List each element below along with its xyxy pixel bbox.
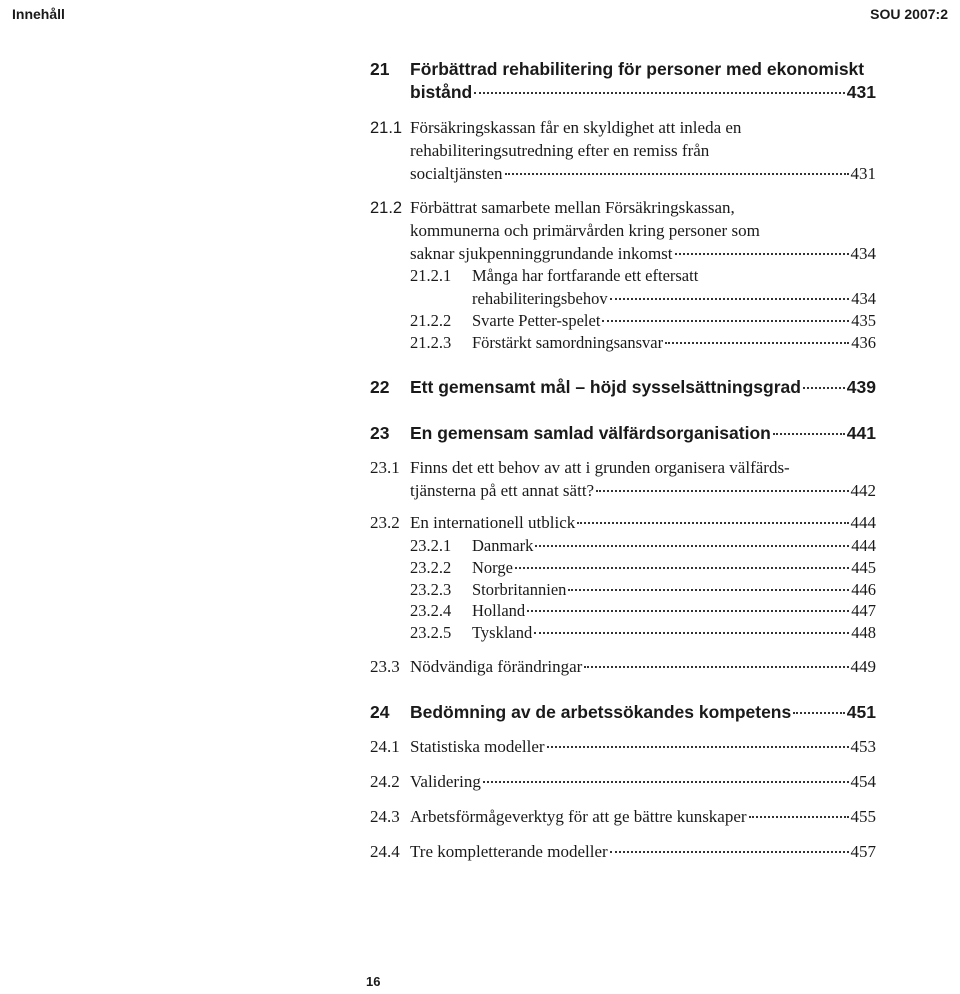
toc-number: 24.3 (370, 807, 400, 826)
toc-number: 23 (370, 423, 390, 443)
toc-number: 23.2 (370, 513, 400, 532)
dot-leader (505, 173, 849, 175)
toc-title: Förstärkt samordningsansvar (472, 333, 664, 352)
dot-leader (665, 342, 849, 344)
toc-title: Förbättrad rehabilitering för personer med ekonomiskt (410, 59, 865, 79)
toc-title: Nödvändiga förändringar (410, 657, 583, 676)
toc-section-23-3[interactable] (370, 655, 876, 678)
toc-number: 23.2.3 (410, 580, 452, 599)
toc-title: Storbritannien (472, 580, 567, 599)
toc-number: 23.2.4 (410, 601, 452, 620)
toc-page: 454 (850, 772, 876, 791)
header-section-title: Innehåll (12, 6, 65, 22)
toc-number: 21.1 (370, 119, 403, 137)
toc-title-cont: tjänsterna på ett annat sätt? (410, 481, 595, 500)
toc-page: 441 (846, 423, 876, 443)
dot-leader (610, 298, 850, 300)
toc-subsection-23-2-4[interactable] (410, 599, 876, 622)
toc-title: Statistiska modeller (410, 737, 545, 756)
toc-page: 453 (850, 737, 876, 756)
toc-title-cont: rehabiliteringsbehov (472, 289, 608, 308)
toc-chapter-23[interactable] (370, 422, 876, 445)
toc-subsection-23-2-5[interactable] (410, 621, 876, 644)
toc-page: 449 (850, 657, 876, 676)
dot-leader (515, 567, 849, 569)
toc-title: Bedömning av de arbetssökandes kompetens (410, 702, 792, 722)
dot-leader (610, 851, 849, 853)
toc-title-cont: socialtjänsten (410, 164, 503, 183)
dot-leader (568, 589, 849, 591)
dot-leader (527, 610, 849, 612)
dot-leader (793, 712, 845, 714)
toc-page: 431 (850, 164, 876, 183)
toc-title-cont: kommunerna och primärvården kring personer som (410, 221, 760, 240)
dot-leader (577, 522, 848, 524)
page-number: 16 (366, 974, 381, 989)
toc-page: 444 (851, 536, 876, 555)
toc-subsection-23-2-1[interactable] (410, 534, 876, 557)
toc-subsection-23-2-3[interactable] (410, 578, 876, 601)
dot-leader (749, 816, 849, 818)
toc-title-cont: saknar sjukpenninggrundande inkomst (410, 244, 673, 263)
toc-page: 451 (846, 702, 876, 722)
toc-page: 436 (851, 333, 876, 352)
toc-page: 446 (851, 580, 876, 599)
toc-page: 445 (851, 558, 876, 577)
toc-section-21-1[interactable] (370, 116, 876, 185)
toc-title: Tre kompletterande modeller (410, 842, 608, 861)
toc-title: En internationell utblick (410, 513, 576, 532)
toc-title: Holland (472, 601, 526, 620)
toc-number: 24.4 (370, 842, 400, 861)
dot-leader (675, 253, 849, 255)
toc-number: 23.2.1 (410, 536, 452, 555)
toc-number: 23.3 (370, 657, 400, 676)
toc-chapter-21[interactable] (370, 58, 876, 104)
toc-number: 23.2.5 (410, 623, 452, 642)
toc-number: 21.2 (370, 199, 403, 217)
toc-page: 442 (850, 481, 876, 500)
toc-page: 435 (851, 311, 876, 330)
toc-title-cont: bistånd (410, 82, 473, 102)
toc-subsection-21-2-1[interactable] (410, 264, 876, 310)
toc-number: 24.1 (370, 737, 400, 756)
toc-title: Danmark (472, 536, 534, 555)
toc-number: 23.1 (370, 458, 400, 477)
dot-leader (584, 666, 848, 668)
dot-leader (596, 490, 848, 492)
toc-title: Försäkringskassan får en skyldighet att inleda en (410, 118, 742, 137)
toc-page: 434 (851, 289, 876, 308)
toc-number: 21 (370, 59, 390, 79)
toc-title: Ett gemensamt mål – höjd sysselsättningsgrad (410, 377, 801, 397)
toc-section-24-4[interactable] (370, 840, 876, 863)
dot-leader (602, 320, 849, 322)
toc-number: 21.2.3 (410, 333, 452, 352)
toc-subsection-23-2-2[interactable] (410, 556, 876, 579)
toc-title: Förbättrat samarbete mellan Försäkringskassan, (410, 198, 735, 217)
dot-leader (773, 433, 845, 435)
toc-number: 22 (370, 377, 390, 397)
toc-section-24-1[interactable] (370, 735, 876, 758)
toc-page: 447 (851, 601, 876, 620)
toc-subsection-21-2-2[interactable] (410, 309, 876, 332)
toc-section-21-2[interactable] (370, 196, 876, 265)
toc-title: Många har fortfarande ett eftersatt (472, 266, 699, 285)
toc-title: Norge (472, 558, 513, 577)
toc-title: Tyskland (472, 623, 533, 642)
toc-section-24-3[interactable] (370, 805, 876, 828)
toc-page: 448 (851, 623, 876, 642)
toc-title: Svarte Petter-spelet (472, 311, 601, 330)
toc-page: 431 (846, 82, 876, 102)
toc-title: Validering (410, 772, 481, 791)
toc-number: 24 (370, 702, 390, 722)
dot-leader (483, 781, 849, 783)
toc-subsection-21-2-3[interactable] (410, 331, 876, 354)
dot-leader (535, 545, 849, 547)
toc-section-24-2[interactable] (370, 770, 876, 793)
toc-number: 21.2.1 (410, 266, 452, 285)
toc-title: Arbetsförmågeverktyg för att ge bättre kunskaper (410, 807, 747, 826)
toc-number: 21.2.2 (410, 311, 452, 330)
toc-chapter-24[interactable] (370, 701, 876, 724)
toc-number: 24.2 (370, 772, 400, 791)
toc-chapter-22[interactable] (370, 376, 876, 399)
dot-leader (474, 92, 845, 94)
toc-section-23-1[interactable] (370, 456, 876, 502)
toc-section-23-2[interactable] (370, 511, 876, 534)
dot-leader (547, 746, 849, 748)
dot-leader (534, 632, 849, 634)
toc-number: 23.2.2 (410, 558, 452, 577)
toc-page: 444 (850, 513, 876, 532)
toc-title-cont: rehabiliteringsutredning efter en remiss från (410, 141, 710, 160)
toc-page: 455 (850, 807, 876, 826)
toc-page: 434 (850, 244, 876, 263)
toc-page: 439 (846, 377, 876, 397)
toc-title: En gemensam samlad välfärdsorganisation (410, 423, 771, 443)
dot-leader (803, 387, 845, 389)
toc-title: Finns det ett behov av att i grunden organisera välfärds- (410, 458, 790, 477)
toc-page: 457 (850, 842, 876, 861)
header-report-id: SOU 2007:2 (870, 6, 948, 22)
